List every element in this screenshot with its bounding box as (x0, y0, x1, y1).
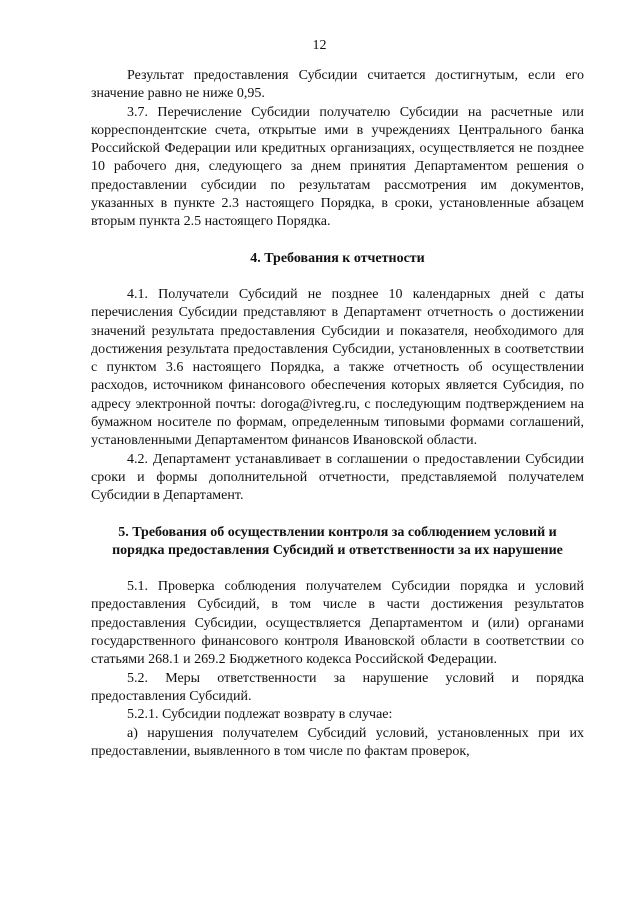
paragraph-result: Результат предоставления Субсидии считается достигнутым, если его значение равно не ниже 0,95. (91, 68, 584, 102)
section-5-heading: 5. Требования об осуществлении контроля за соблюдением условий и порядка предоставления Субсидий и ответственности за их нарушение (112, 524, 563, 558)
paragraph-5-1: 5.1. Проверка соблюдения получателем Субсидии порядка и условий предоставления Субсидий, в том числе в части достижения результатов предоставления Субсидии, осуществляется Департаментом и (или) органами государственного финансового контроля Ивановской области в соответствии со статьями 268.1 и 269.2 Бюджетного кодекса Российской Федерации. (91, 579, 584, 668)
page-number: 12 (312, 38, 327, 53)
paragraph-5-2-1: 5.2.1. Субсидии подлежат возврату в случае: (127, 707, 393, 723)
paragraph-5-2-1-a: а) нарушения получателем Субсидий условий, установленных при их предоставлении, выявленного в том числе по фактам проверок, (91, 725, 584, 759)
paragraph-5-2: 5.2. Меры ответственности за нарушение условий и порядка предоставления Субсидий. (91, 670, 584, 704)
paragraph-3-7: 3.7. Перечисление Субсидии получателю Субсидии на расчетные или корреспондентские счета, открытые ими в учреждениях Центрального банка Российской Федерации или кредитных организациях, осуществляется не позднее 10 рабочего дня, следующего за днем принятия Департаментом решения о предоставлении субсидии по результатам рассмотрения им документов, указанных в пункте 2.3 настоящего Порядка, в сроки, установленные абзацем вторым пункта 2.5 настоящего Порядка. (91, 104, 584, 230)
section-4-heading: 4. Требования к отчетности (250, 250, 425, 266)
paragraph-4-1: 4.1. Получатели Субсидий не позднее 10 календарных дней с даты перечисления Субсидии представляют в Департамент отчетность о достижении значений результата предоставления Субсидии и показателя, необходимого для достижения результата предоставления Субсидии, установленных в соответствии с пунктом 3.6 настоящего Порядка, а также отчетность об осуществлении расходов, источником финансового обеспечения которых является Субсидия, по адресу электронной почты: doroga@ivreg.ru, с последующим подтверждением на бумажном носителе по формам, определенным типовыми формами соглашений, установленными Департаментом финансов Ивановской области. (91, 286, 584, 449)
paragraph-4-2: 4.2. Департамент устанавливает в соглашении о предоставлении Субсидии сроки и формы дополнительной отчетности, представляемой получателем Субсидии в Департамент. (91, 451, 584, 504)
document-body (91, 67, 584, 761)
